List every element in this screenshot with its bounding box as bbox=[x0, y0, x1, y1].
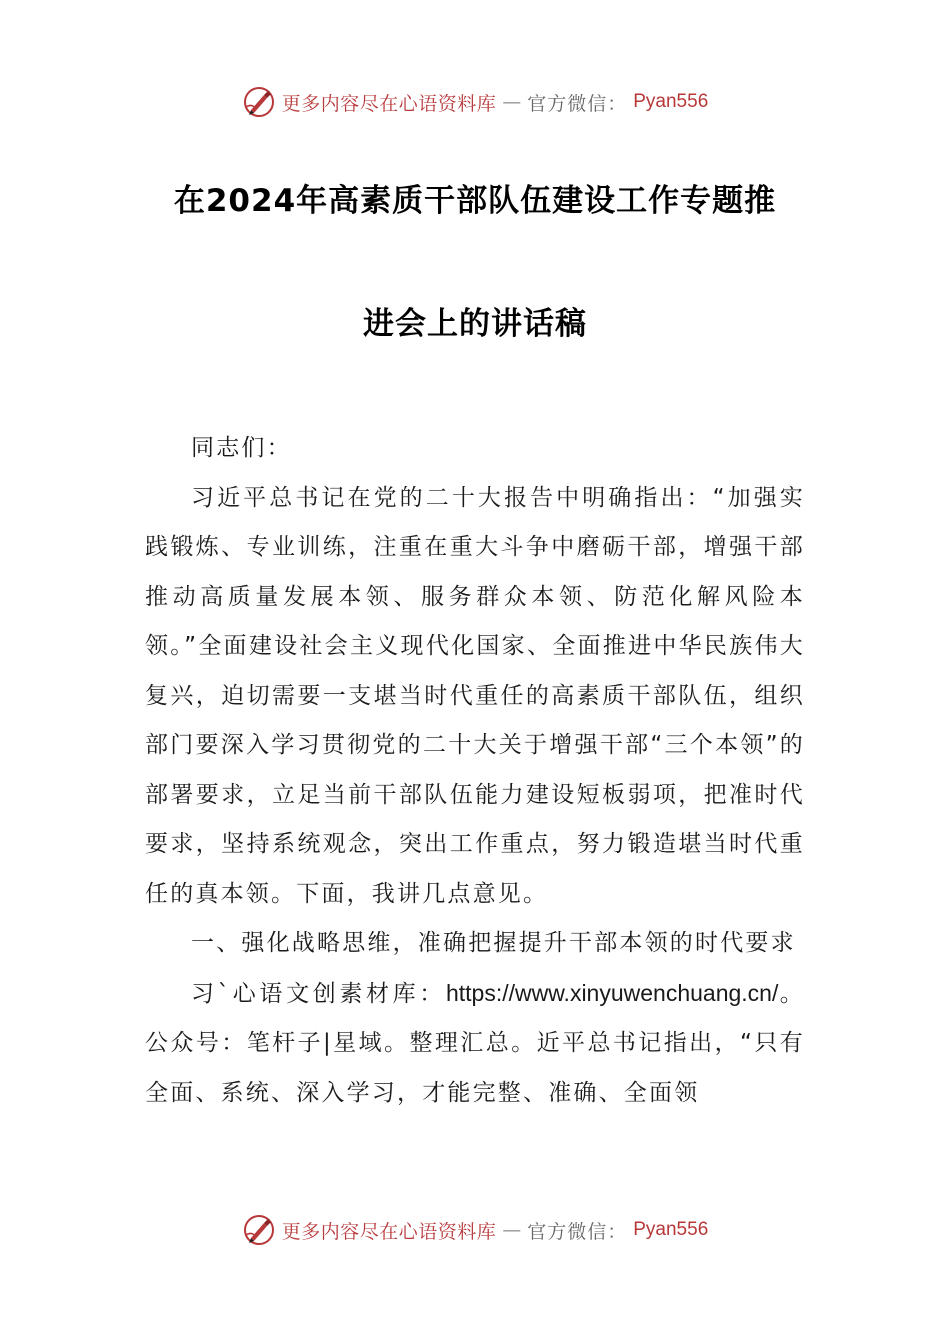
watermark-separator: — bbox=[502, 1219, 522, 1241]
body-paragraph bbox=[145, 969, 805, 1119]
watermark-separator: — bbox=[502, 91, 522, 113]
body-paragraph: 习近平总书记在党的二十大报告中明确指出：“加强实践锻炼、专业训练，注重在重大斗争中磨砺干部，增强干部推动高质量发展本领、服务群众本领、防范化解风险本领。”全面建设社会主义现代化国家、全面推进中华民族伟大复兴，迫切需要一支堪当时代重任的高素质干部队伍，组织部门要深入学习贯彻党的二十大关于增强干部“三个本领”的部署要求，立足当前干部队伍能力建设短板弱项，把准时代要求，坚持系统观念，突出工作重点，努力锻造堪当时代重任的真本领。下面，我讲几点意见。 bbox=[145, 484, 805, 907]
pen-logo-icon bbox=[242, 1213, 276, 1247]
pen-logo-icon bbox=[242, 85, 276, 119]
greeting-paragraph: 同志们： bbox=[191, 435, 292, 461]
watermark-wechat-id: Pyan556 bbox=[633, 91, 709, 112]
document-body bbox=[145, 424, 805, 1118]
watermark-official-label: 官方微信： bbox=[527, 92, 628, 115]
watermark-text: 更多内容尽在心语资料库 bbox=[281, 92, 497, 115]
document-title-line2: 进会上的讲话稿 bbox=[363, 306, 587, 342]
paragraph-text: 习`心语文创素材库： bbox=[191, 980, 446, 1007]
watermark-wechat-id: Pyan556 bbox=[633, 1219, 709, 1240]
watermark-official-label: 官方微信： bbox=[527, 1220, 628, 1243]
watermark-text: 更多内容尽在心语资料库 bbox=[281, 1220, 497, 1243]
section-heading: 一、强化战略思维，准确把握提升干部本领的时代要求 bbox=[191, 930, 796, 956]
document-title-line1: 在2024年高素质干部队伍建设工作专题推 bbox=[173, 183, 777, 219]
watermark-header bbox=[0, 82, 950, 122]
paragraph-text: 。公众号：笔杆子|星域。整理汇总。近平总书记指出，“只有全面、系统、深入学习，才能完整、准确、全面领 bbox=[145, 980, 806, 1106]
watermark-footer bbox=[0, 1210, 950, 1250]
source-url: https://www.xinyuwenchuang.cn/ bbox=[445, 979, 779, 1006]
